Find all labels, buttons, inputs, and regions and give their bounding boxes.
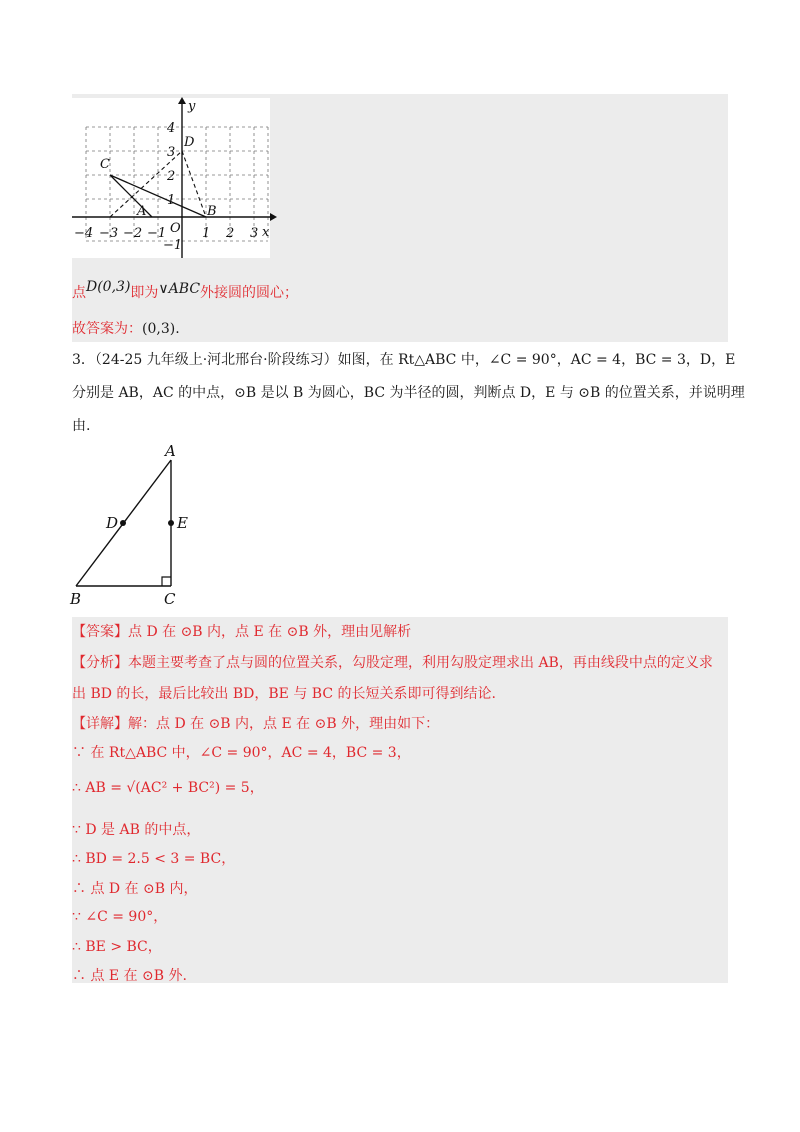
x-tick-label: 1 — [202, 226, 211, 241]
detail-step-6: ∵ ∠C = 90°， — [72, 909, 168, 925]
detail-step-4: ∴ BD = 2.5 < 3 = BC， — [72, 851, 236, 867]
point-label-d: D — [184, 135, 195, 150]
x-tick-label: 2 — [226, 226, 235, 241]
triangle-label-e: E — [177, 514, 188, 532]
detail-step-8: ∴ 点 E 在 ⊙B 外. — [72, 968, 187, 984]
conclusion-post: 外接圆的圆心； — [200, 285, 299, 301]
conclusion-point: D(0,3) — [86, 279, 131, 295]
detail-intro: 【详解】解：点 D 在 ⊙B 内，点 E 在 ⊙B 外，理由如下： — [72, 716, 440, 732]
conclusion-line — [72, 279, 299, 303]
triangle-label-d: D — [106, 514, 119, 532]
y-tick-label: 3 — [167, 145, 176, 160]
y-tick-label: 2 — [167, 169, 176, 184]
answer-statement: 【答案】点 D 在 ⊙B 内，点 E 在 ⊙B 外，理由见解析 — [72, 624, 412, 640]
problem3-line2: 分别是 AB，AC 的中点，⊙B 是以 B 为圆心，BC 为半径的圆，判断点 D，E 与 ⊙B 的位置关系，并说明理 — [72, 385, 745, 401]
answer-line — [72, 319, 180, 339]
x-tick-label: −2 — [123, 226, 143, 241]
conclusion-pre: 点 — [72, 285, 86, 301]
triangle-label-b: B — [70, 590, 82, 608]
triangle-figure — [68, 440, 208, 612]
detail-step-1: ∵ 在 Rt△ABC 中，∠C = 90°，AC = 4，BC = 3， — [72, 745, 411, 761]
answer-value: (0,3) — [142, 321, 176, 337]
coordinate-figure — [70, 96, 280, 266]
detail-step-2: ∴ AB = √(AC² + BC²) = 5， — [72, 780, 264, 796]
y-tick-label: 1 — [167, 193, 176, 208]
y-axis-label: y — [188, 99, 196, 114]
conclusion-triangle: ∨ABC — [158, 281, 201, 297]
triangle-label-c: C — [164, 590, 176, 608]
point-label-a: A — [137, 204, 147, 219]
point-label-b: B — [207, 204, 217, 219]
problem3-line3: 由. — [72, 418, 91, 434]
detail-step-5: ∴ 点 D 在 ⊙B 内， — [72, 881, 198, 897]
origin-label: O — [170, 221, 181, 236]
analysis-line1: 【分析】本题主要考查了点与圆的位置关系，勾股定理，利用勾股定理求出 AB，再由线段中点的定义求 — [72, 655, 713, 671]
conclusion-mid: 即为 — [130, 285, 159, 301]
detail-step-3: ∵ D 是 AB 的中点， — [72, 822, 201, 838]
x-axis-label: x — [262, 225, 270, 240]
x-tick-label: −3 — [99, 226, 119, 241]
triangle-label-a: A — [165, 442, 176, 460]
x-tick-label: −4 — [74, 226, 94, 241]
answer-label: 故答案为： — [72, 321, 142, 337]
y-tick-label: 4 — [167, 121, 176, 136]
x-tick-label: −1 — [147, 226, 167, 241]
y-tick-label: −1 — [163, 238, 183, 253]
detail-step-7: ∴ BE > BC， — [72, 939, 162, 955]
analysis-line2: 出 BD 的长，最后比较出 BD，BE 与 BC 的长短关系即可得到结论. — [72, 686, 496, 702]
problem3-line1: 3．（24-25 九年级上·河北邢台·阶段练习）如图，在 Rt△ABC 中，∠C = 90°，AC = 4，BC = 3，D，E — [72, 352, 736, 368]
answer-end: . — [175, 321, 180, 337]
point-label-c: C — [100, 157, 110, 172]
x-tick-label: 3 — [250, 226, 259, 241]
